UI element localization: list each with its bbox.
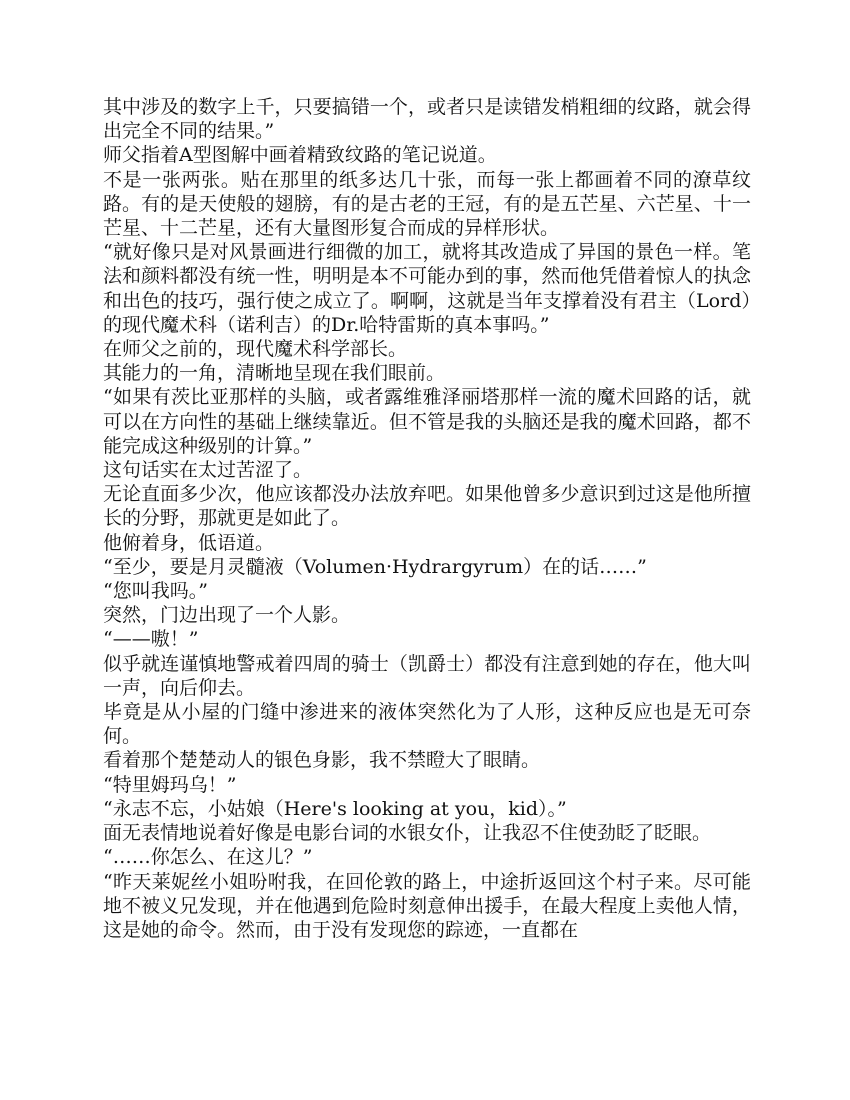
paragraph: “如果有茨比亚那样的头脑，或者露维雅泽丽塔那样一流的魔术回路的话，就可以在方向性的基础上继续靠近。但不管是我的头脑还是我的魔术回路，都不能完成这种级别的计算。” <box>103 386 751 457</box>
paragraph: 突然，门边出现了一个人影。 <box>103 604 351 627</box>
paragraph: 在师父之前的，现代魔术科学部长。 <box>103 338 408 361</box>
paragraph: 无论直面多少次，他应该都没办法放弃吧。如果他曾多少意识到过这是他所擅长的分野，那就更是如此了。 <box>103 483 751 530</box>
paragraph: “昨天莱妮丝小姐吩咐我，在回伦敦的路上，中途折返回这个村子来。尽可能地不被义兄发现，并在他遇到危险时刻意伸出援手，在最大程度上卖他人情，这是她的命令。然而，由于没有发现您的踪迹，一直都在 <box>103 870 751 941</box>
paragraph: 面无表情地说着好像是电影台词的水银女仆，让我忍不住使劲眨了眨眼。 <box>103 822 712 845</box>
paragraph: “……你怎么、在这儿？” <box>103 846 313 869</box>
paragraph: 这句话实在太过苦涩了。 <box>103 459 313 482</box>
paragraph: 其中涉及的数字上千，只要搞错一个，或者只是读错发梢粗细的纹路，就会得出完全不同的结果。” <box>103 96 751 143</box>
paragraph: 毕竟是从小屋的门缝中渗进来的液体突然化为了人形，这种反应也是无可奈何。 <box>103 701 751 748</box>
paragraph: 似乎就连谨慎地警戒着四周的骑士（凯爵士）都没有注意到她的存在，他大叫一声，向后仰去。 <box>103 652 751 699</box>
paragraph: 不是一张两张。贴在那里的纸多达几十张，而每一张上都画着不同的潦草纹路。有的是天使般的翅膀，有的是古老的王冠，有的是五芒星、六芒星、十一芒星、十二芒星，还有大量图形复合而成的异样形状。 <box>103 168 751 240</box>
document-page <box>103 95 751 942</box>
paragraph: 其能力的一角，清晰地呈现在我们眼前。 <box>103 362 446 385</box>
paragraph: 他俯着身，低语道。 <box>103 531 275 554</box>
paragraph: “至少，要是月灵髓液（Volumen·Hydrargyrum）在的话……” <box>103 555 647 578</box>
paragraph: “——嗷！” <box>103 628 199 651</box>
paragraph: “永志不忘，小姑娘（Here's looking at you，kid）。” <box>103 797 567 820</box>
paragraph: 看着那个楚楚动人的银色身影，我不禁瞪大了眼睛。 <box>103 749 541 772</box>
paragraph: 师父指着A型图解中画着精致纹路的笔记说道。 <box>103 144 497 167</box>
paragraph: “特里姆玛乌！” <box>103 773 237 796</box>
paragraph: “就好像只是对风景画进行细微的加工，就将其改造成了异国的景色一样。笔法和颜料都没有统一性，明明是本不可能办到的事，然而他凭借着惊人的执念和出色的技巧，强行使之成立了。啊啊，这就是当年支撑着没有君主（Lord）的现代魔术科（诺利吉）的Dr.哈特雷斯的真本事吗。” <box>103 241 751 336</box>
paragraph: “您叫我吗。” <box>103 580 208 603</box>
